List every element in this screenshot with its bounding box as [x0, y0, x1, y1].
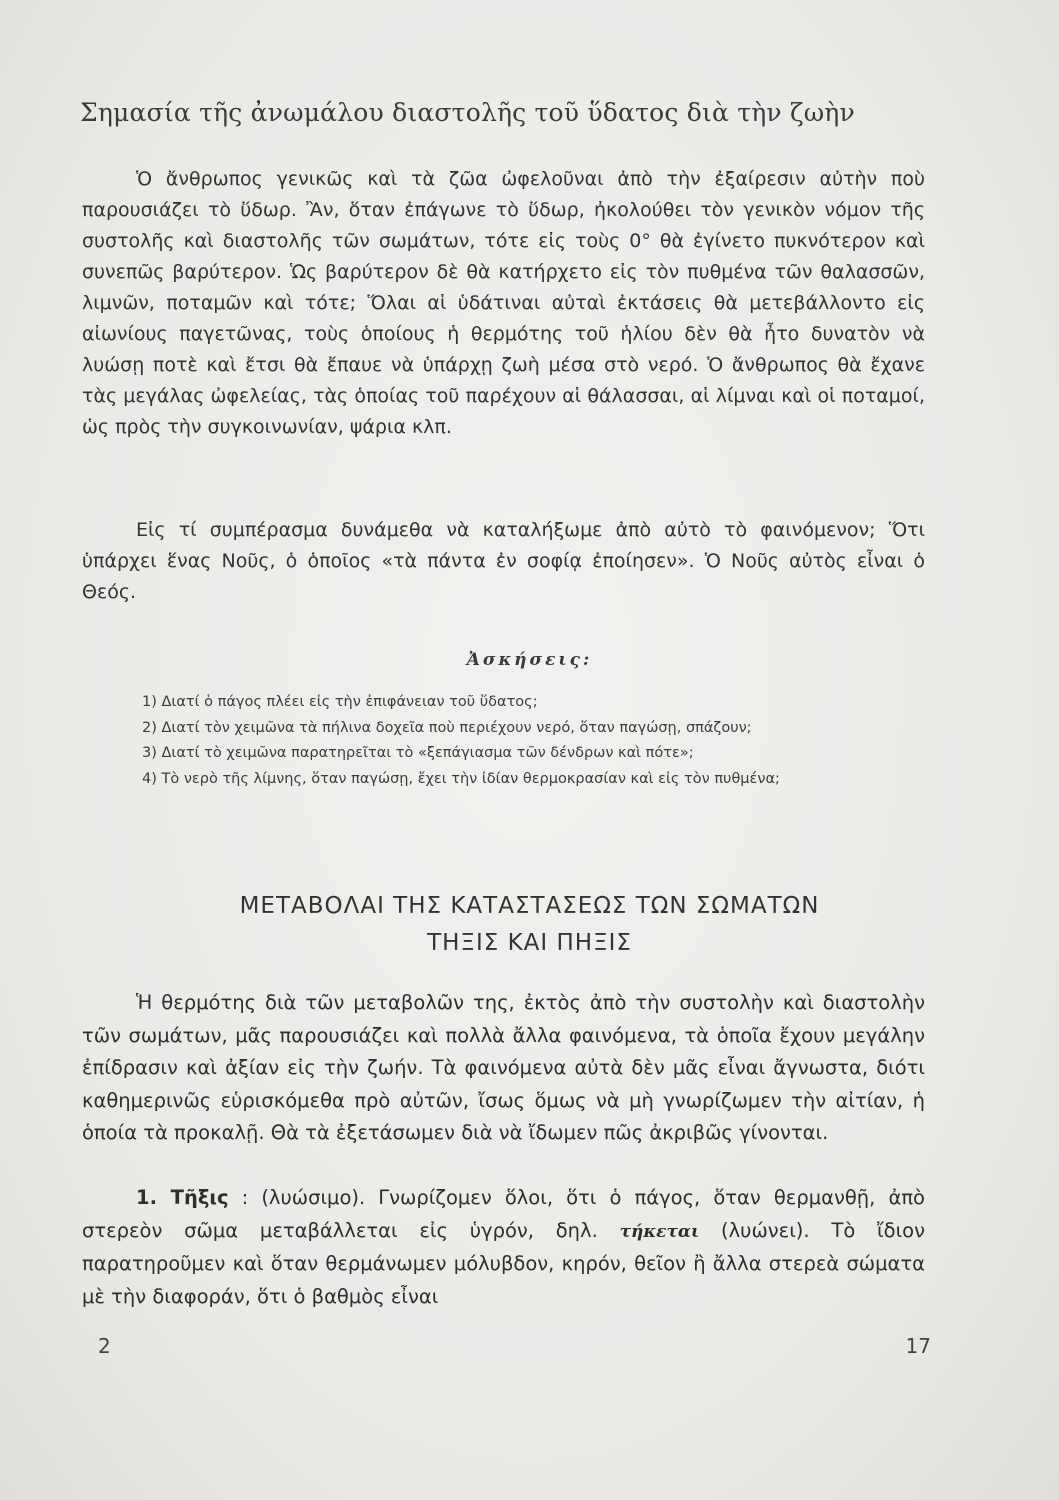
paragraph-anomalous-expansion — [82, 164, 925, 443]
page-heading: Σημασία τῆς ἀνωμάλου διαστολῆς τοῦ ὕδατος διὰ τὴν ζωὴν — [80, 98, 855, 127]
exercises-list — [82, 690, 925, 792]
signature-mark: 2 — [98, 1334, 111, 1358]
paragraph-text: Εἰς τί συμπέρασμα δυνάμεθα νὰ καταλήξωμε ἀπὸ αὐτὸ τὸ φαινόμενον; Ὅτι ὑπάρχει ἕνας Νοῦς, ὁ ὁποῖος «τὰ πάντα ἐν σοφίᾳ ἐποίησεν». Ὁ Νοῦς αὐτὸς εἶναι ὁ Θεός. — [82, 519, 925, 603]
paragraph-melting — [82, 1182, 925, 1313]
exercise-text: 2) Διατί τὸν χειμῶνα τὰ πήλινα δοχεῖα ποὺ περιέχουν νερό, ὅταν παγώσῃ, σπάζουν; — [142, 719, 752, 736]
paragraph-text: Ἡ θερμότης διὰ τῶν μεταβολῶν της, ἐκτὸς ἀπὸ τὴν συστολὴν καὶ διαστολὴν τῶν σωμάτων, μᾶς παρουσιάζει καὶ πολλὰ ἄλλα φαινόμενα, τὰ ὁποῖα ἔχουν μεγάλην ἐπίδρασιν καὶ ἀξίαν εἰς τὴν ζωήν. Τὰ φαινόμενα αὐτὰ δὲν μᾶς εἶναι ἄγνωστα, διότι καθημερινῶς εὑρισκόμεθα πρὸ αὐτῶν, ἴσως ὅμως νὰ μὴ γνωρίζωμεν τὴν αἰτίαν, ἡ ὁποία τὰ προκαλῇ. Θὰ τὰ ἐξετάσωμεν διὰ νὰ ἴδωμεν πῶς ἀκριβῶς γίνονται. — [82, 991, 925, 1144]
paragraph-text: : (λυώσιμο). Γνωρίζομεν ὅλοι, ὅτι ὁ πάγος, ὅταν θερμανθῇ, ἀπὸ στερεὸν σῶμα μεταβάλλεται εἰς ὑγρόν, δηλ. — [82, 1186, 925, 1242]
paragraph-conclusion — [82, 515, 925, 608]
exercises-title: Ἀσκήσεις: — [466, 650, 593, 670]
term-melting: 1. Τῆξις — [136, 1186, 229, 1209]
exercise-item — [82, 716, 925, 742]
exercise-text: 4) Τὸ νερὸ τῆς λίμνης, ὅταν παγώσῃ, ἔχει τὴν ἰδίαν θερμοκρασίαν καὶ εἰς τὸν πυθμένα; — [142, 770, 780, 787]
page-number: 17 — [905, 1334, 931, 1358]
exercise-item — [82, 690, 925, 716]
exercise-item — [82, 767, 925, 793]
exercise-item — [82, 741, 925, 767]
exercise-text: 1) Διατί ὁ πάγος πλέει εἰς τὴν ἐπιφάνειαν τοῦ ὕδατος; — [142, 694, 538, 710]
exercise-text: 3) Διατί τὸ χειμῶνα παρατηρεῖται τὸ «ξεπάγιασμα τῶν δένδρων καὶ πότε»; — [142, 745, 694, 761]
section-title: ΜΕΤΑΒΟΛΑΙ ΤΗΣ ΚΑΤΑΣΤΑΣΕΩΣ ΤΩΝ ΣΩΜΑΤΩΝ — [239, 893, 820, 919]
paragraph-text: Ὁ ἄνθρωπος γενικῶς καὶ τὰ ζῶα ὠφελοῦναι ἀπὸ τὴν ἐξαίρεσιν αὐτὴν ποὺ παρουσιάζει τὸ ὕδωρ. Ἂν, ὅταν ἐπάγωνε τὸ ὕδωρ, ἠκολούθει τὸν γενικὸν νόμον τῆς συστολῆς καὶ διαστολῆς τῶν σωμάτων, τότε εἰς τοὺς 0° θὰ ἐγίνετο πυκνότερον καὶ συνεπῶς βαρύτερον. Ὡς βαρύτερον δὲ θὰ κατήρχετο εἰς τὸν πυθμένα τῶν θαλασσῶν, λιμνῶν, ποταμῶν καὶ τότε; Ὅλαι αἱ ὑδάτιναι αὐταὶ ἐκτάσεις θὰ μετεβάλλοντο εἰς αἰωνίους παγετῶνας, τοὺς ὁποίους ἡ θερμότης τοῦ ἡλίου δὲν θὰ ἦτο δυνατὸν νὰ λυώσῃ ποτὲ καὶ ἔτσι θὰ ἔπαυε νὰ ὑπάρχῃ ζωὴ μέσα στὸ νερό. Ὁ ἄνθρωπος θὰ ἔχανε τὰς μεγάλας ὠφελείας, τὰς ὁποίας τοῦ παρέχουν αἱ θάλασσαι, αἱ λίμναι καὶ οἱ ποταμοί, ὡς πρὸς τὴν συγκοινωνίαν, ψάρια κλπ. — [82, 168, 925, 438]
italic-term: τήκεται — [619, 1221, 700, 1242]
paragraph-text: (λυώνει). Τὸ ἴδιον παρατηροῦμεν καὶ ὅταν θερμάνωμεν μόλυβδον, κηρόν, θεῖον ἢ ἄλλα στερεὰ σώματα μὲ τὴν διαφοράν, ὅτι ὁ βαθμὸς εἶναι — [82, 1218, 925, 1308]
section-subtitle: ΤΗΞΙΣ ΚΑΙ ΠΗΞΙΣ — [427, 930, 632, 956]
paragraph-heat-phenomena — [82, 987, 925, 1150]
